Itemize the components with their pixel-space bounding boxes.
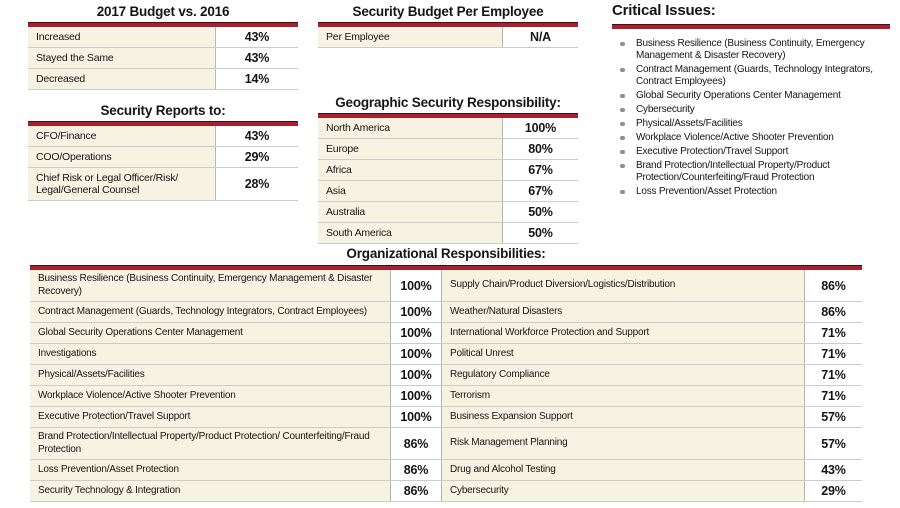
row-label: Asia <box>318 181 502 201</box>
bullet-icon <box>620 190 625 195</box>
row-label-left: Investigations <box>30 344 390 364</box>
row-value: 80% <box>502 139 578 159</box>
row-value-right: 86% <box>804 302 862 322</box>
table-row <box>318 160 578 181</box>
row-value: 28% <box>215 168 298 200</box>
table-row <box>30 481 862 502</box>
row-label-right: Weather/Natural Disasters <box>442 302 804 322</box>
list-item <box>612 104 890 116</box>
row-value-right: 71% <box>804 344 862 364</box>
table-row <box>28 48 298 69</box>
row-value-left: 100% <box>390 344 442 364</box>
row-label-left: Loss Prevention/Asset Protection <box>30 460 390 480</box>
row-value: 67% <box>502 181 578 201</box>
row-label: Africa <box>318 160 502 180</box>
spacer <box>318 48 578 95</box>
org-responsibilities-section <box>30 246 862 502</box>
row-label-left: Security Technology & Integration <box>30 481 390 501</box>
list-item <box>612 90 890 102</box>
row-label: CFO/Finance <box>28 126 215 146</box>
table-row <box>28 147 298 168</box>
row-label-left: Workplace Violence/Active Shooter Prevention <box>30 386 390 406</box>
list-item-text: Brand Protection/Intellectual Property/Product Protection/Counterfeiting/Fraud Protection <box>636 160 830 183</box>
table-row <box>30 407 862 428</box>
bullet-icon <box>620 136 625 141</box>
row-label: Stayed the Same <box>28 48 215 68</box>
row-label: Increased <box>28 27 215 47</box>
critical-issues-heading: Critical Issues: <box>612 2 716 19</box>
row-value-left: 86% <box>390 481 442 501</box>
list-item <box>612 160 890 184</box>
list-item <box>612 186 890 198</box>
table-row <box>28 27 298 48</box>
table-row <box>30 428 862 460</box>
list-item-text: Physical/Assets/Facilities <box>636 118 743 129</box>
spacer <box>28 90 298 103</box>
row-value-right: 71% <box>804 386 862 406</box>
table-row <box>28 126 298 147</box>
list-item <box>612 38 890 62</box>
row-label-right: Terrorism <box>442 386 804 406</box>
table-row <box>30 323 862 344</box>
row-value-right: 71% <box>804 365 862 385</box>
row-value-left: 100% <box>390 365 442 385</box>
table-row <box>28 69 298 90</box>
row-value-right: 57% <box>804 428 862 459</box>
reports-to-table-title: Security Reports to: <box>100 103 226 118</box>
geographic-table-title: Geographic Security Responsibility: <box>335 95 561 110</box>
critical-issues-section <box>612 2 890 200</box>
row-value-right: 57% <box>804 407 862 427</box>
geographic-table <box>318 95 578 244</box>
list-item <box>612 118 890 130</box>
row-value: 100% <box>502 118 578 138</box>
row-label-right: Business Expansion Support <box>442 407 804 427</box>
row-value: 50% <box>502 202 578 222</box>
row-value-right: 71% <box>804 323 862 343</box>
bullet-icon <box>620 108 625 113</box>
row-label: COO/Operations <box>28 147 215 167</box>
row-value-left: 86% <box>390 428 442 459</box>
row-value: 29% <box>215 147 298 167</box>
row-label: Europe <box>318 139 502 159</box>
row-value-right: 29% <box>804 481 862 501</box>
per-employee-table <box>318 4 578 48</box>
row-label: Per Employee <box>318 27 502 47</box>
row-label-right: Cybersecurity <box>442 481 804 501</box>
row-label-left: Business Resilience (Business Continuity, Emergency Management & Disaster Recovery) <box>30 270 390 301</box>
table-row <box>30 270 862 302</box>
list-item <box>612 132 890 144</box>
table-row <box>318 202 578 223</box>
bullet-icon <box>620 122 625 127</box>
table-row <box>30 386 862 407</box>
reports-to-table <box>28 103 298 201</box>
table-row <box>30 365 862 386</box>
row-label: Australia <box>318 202 502 222</box>
per-employee-table-title: Security Budget Per Employee <box>352 4 544 19</box>
table-row <box>318 27 578 48</box>
bullet-icon <box>620 164 625 169</box>
row-value-left: 100% <box>390 407 442 427</box>
list-item-text: Global Security Operations Center Management <box>636 90 841 101</box>
bullet-icon <box>620 42 625 47</box>
table-row <box>30 302 862 323</box>
row-value-left: 100% <box>390 386 442 406</box>
table-row <box>30 344 862 365</box>
list-item <box>612 64 890 88</box>
table-row <box>318 139 578 160</box>
table-row <box>318 223 578 244</box>
row-value: 43% <box>215 27 298 47</box>
row-value-left: 100% <box>390 323 442 343</box>
row-label-right: International Workforce Protection and Support <box>442 323 804 343</box>
row-label-left: Global Security Operations Center Management <box>30 323 390 343</box>
bullet-icon <box>620 150 625 155</box>
bullet-icon <box>620 68 625 73</box>
budget-table-title: 2017 Budget vs. 2016 <box>96 4 230 19</box>
row-label: South America <box>318 223 502 243</box>
list-item-text: Business Resilience (Business Continuity, Emergency Management & Disaster Recovery) <box>636 38 865 61</box>
row-value: N/A <box>502 27 578 47</box>
org-responsibilities-title: Organizational Responsibilities: <box>346 246 546 261</box>
critical-issues-rule <box>612 24 890 29</box>
table-row <box>30 460 862 481</box>
middle-column <box>318 4 578 244</box>
table-row <box>318 118 578 139</box>
row-value: 43% <box>215 48 298 68</box>
row-value-right: 43% <box>804 460 862 480</box>
reports-to-table-rows <box>28 126 298 201</box>
list-item-text: Workplace Violence/Active Shooter Prevention <box>636 132 834 143</box>
row-label-right: Risk Management Planning <box>442 428 804 459</box>
row-value-right: 86% <box>804 270 862 301</box>
list-item-text: Cybersecurity <box>636 104 695 115</box>
row-value: 43% <box>215 126 298 146</box>
table-row <box>28 168 298 201</box>
row-value: 50% <box>502 223 578 243</box>
row-label: Chief Risk or Legal Officer/Risk/ Legal/General Counsel <box>28 168 215 200</box>
list-item-text: Executive Protection/Travel Support <box>636 146 789 157</box>
row-label-left: Physical/Assets/Facilities <box>30 365 390 385</box>
row-value: 14% <box>215 69 298 89</box>
row-value-left: 100% <box>390 270 442 301</box>
row-label-right: Drug and Alcohol Testing <box>442 460 804 480</box>
per-employee-table-rows <box>318 27 578 48</box>
row-label-right: Regulatory Compliance <box>442 365 804 385</box>
row-label-right: Political Unrest <box>442 344 804 364</box>
list-item <box>612 146 890 158</box>
row-value-left: 100% <box>390 302 442 322</box>
row-label-left: Brand Protection/Intellectual Property/Product Protection/ Counterfeiting/Fraud Protection <box>30 428 390 459</box>
left-column <box>28 4 298 201</box>
critical-issues-list <box>612 38 890 198</box>
row-label: Decreased <box>28 69 215 89</box>
org-responsibilities-rows <box>30 270 862 502</box>
budget-table <box>28 4 298 90</box>
geographic-table-rows <box>318 118 578 244</box>
budget-table-rows <box>28 27 298 90</box>
row-label-right: Supply Chain/Product Diversion/Logistics/Distribution <box>442 270 804 301</box>
row-label-left: Executive Protection/Travel Support <box>30 407 390 427</box>
row-label-left: Contract Management (Guards, Technology Integrators, Contract Employees) <box>30 302 390 322</box>
list-item-text: Contract Management (Guards, Technology Integrators, Contract Employees) <box>636 64 873 87</box>
row-label: North America <box>318 118 502 138</box>
table-row <box>318 181 578 202</box>
list-item-text: Loss Prevention/Asset Protection <box>636 186 777 197</box>
row-value: 67% <box>502 160 578 180</box>
bullet-icon <box>620 94 625 99</box>
row-value-left: 86% <box>390 460 442 480</box>
